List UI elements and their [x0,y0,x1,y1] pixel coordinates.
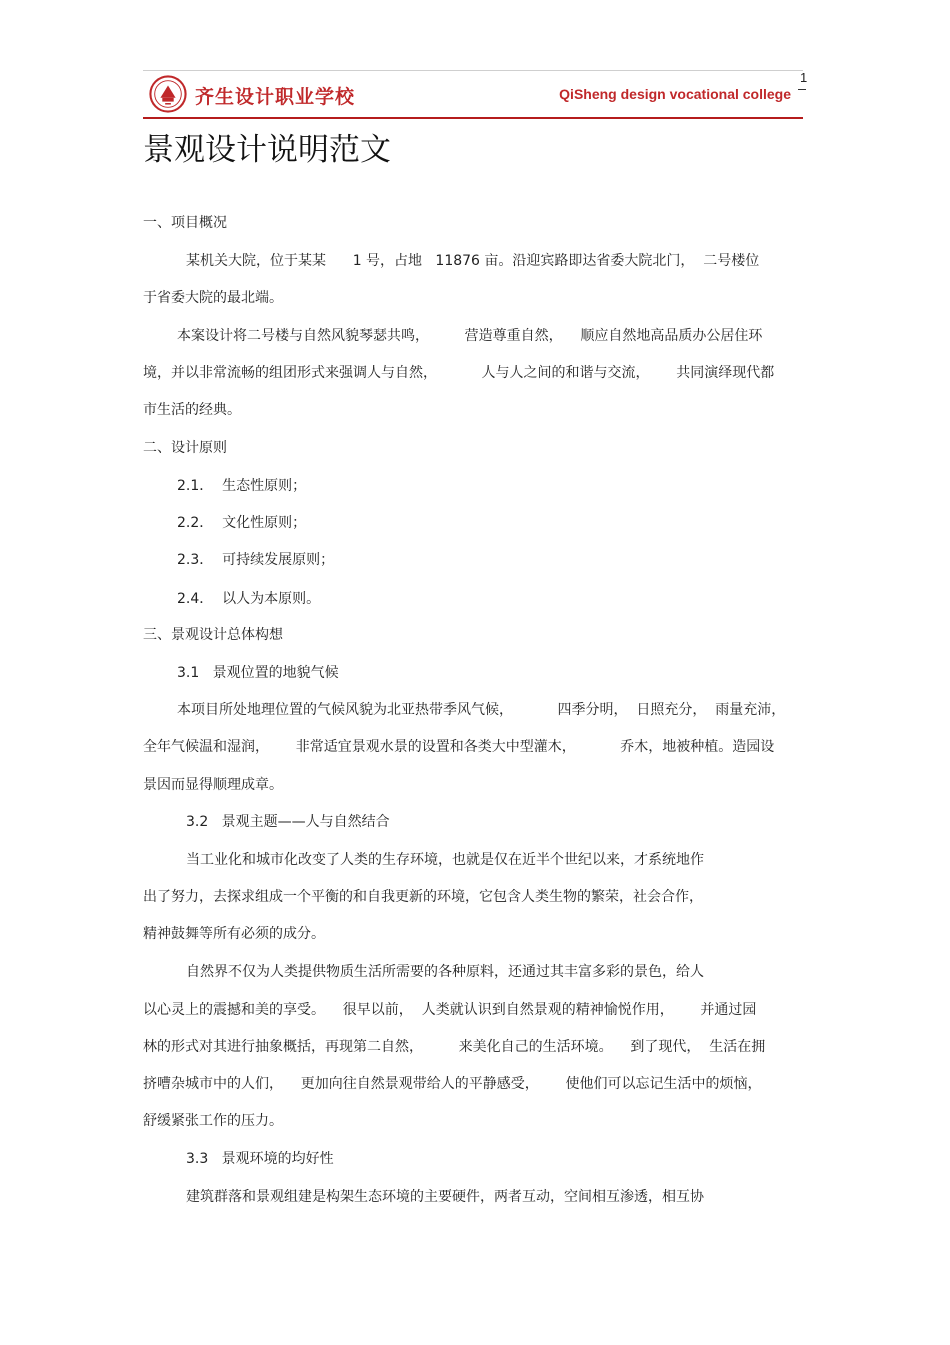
subsection-heading: 3.2 景观主题——人与自然结合 [186,814,390,830]
paragraph-line: 本项目所处地理位置的气候风貌为北亚热带季风气候， 四季分明， 日照充分， 雨量充沛， [177,702,786,718]
paragraph-line: 建筑群落和景观组建是构架生态环境的主要硬件，两者互动，空间相互渗透，相互协 [186,1189,704,1205]
page-number: 1 [800,70,808,85]
paragraph-line: 景因而显得顺理成章。 [143,777,283,793]
list-item: 2.3． 可持续发展原则； [177,552,335,568]
school-name-en: QiSheng design vocational college [559,86,791,102]
list-item: 2.1． 生态性原则； [177,478,307,494]
paragraph-line: 林的形式对其进行抽象概括，再现第二自然， 来美化自己的生活环境。 到了现代， 生活在拥 [143,1039,766,1055]
paragraph-line: 自然界不仅为人类提供物质生活所需要的各种原料，还通过其丰富多彩的景色，给人 [186,964,704,980]
paragraph-line: 境，并以非常流畅的组团形式来强调人与自然， 人与人之间的和谐与交流， 共同演绎现代都 [143,365,775,381]
paragraph-line: 当工业化和城市化改变了人类的生存环境，也就是仅在近半个世纪以来，才系统地作 [186,852,704,868]
subsection-heading: 3.3 景观环境的均好性 [186,1151,334,1167]
page-header [143,70,803,119]
paragraph-line: 于省委大院的最北端。 [143,290,283,306]
paragraph-line: 以心灵上的震撼和美的享受。 很早以前， 人类就认识到自然景观的精神愉悦作用， 并通过园 [143,1002,757,1018]
paragraph-line: 市生活的经典。 [143,402,241,418]
list-item: 2.4． 以人为本原则。 [177,591,321,607]
paragraph-line: 出了努力，去探求组成一个平衡的和自我更新的环境，它包含人类生物的繁荣，社会合作， [143,889,703,905]
paragraph-line: 挤嘈杂城市中的人们， 更加向往自然景观带给人的平静感受， 使他们可以忘记生活中的烦恼， [143,1076,762,1092]
section-heading: 二、设计原则 [143,440,227,456]
paragraph-line: 全年气候温和湿润， 非常适宜景观水景的设置和各类大中型灌木， 乔木，地被种植。造园设 [143,739,775,755]
paragraph-line: 舒缓紧张工作的压力。 [143,1113,283,1129]
section-heading: 三、景观设计总体构想 [143,627,283,643]
document-title: 景观设计说明范文 [143,132,391,168]
paragraph-line: 精神鼓舞等所有必须的成分。 [143,926,325,942]
list-item: 2.2． 文化性原则； [177,515,307,531]
paragraph-line: 本案设计将二号楼与自然风貌琴瑟共鸣， 营造尊重自然， 顺应自然地高品质办公居住环 [177,328,763,344]
school-name-cn: 齐生设计职业学校 [195,86,356,108]
page-number-tick [798,89,806,90]
school-logo-icon [149,75,187,113]
subsection-heading: 3.1 景观位置的地貌气候 [177,665,339,681]
section-heading: 一、项目概况 [143,215,227,231]
paragraph-line: 某机关大院，位于某某 1 号，占地 11876 亩。沿迎宾路即达省委大院北门， 二号楼位 [186,253,760,269]
